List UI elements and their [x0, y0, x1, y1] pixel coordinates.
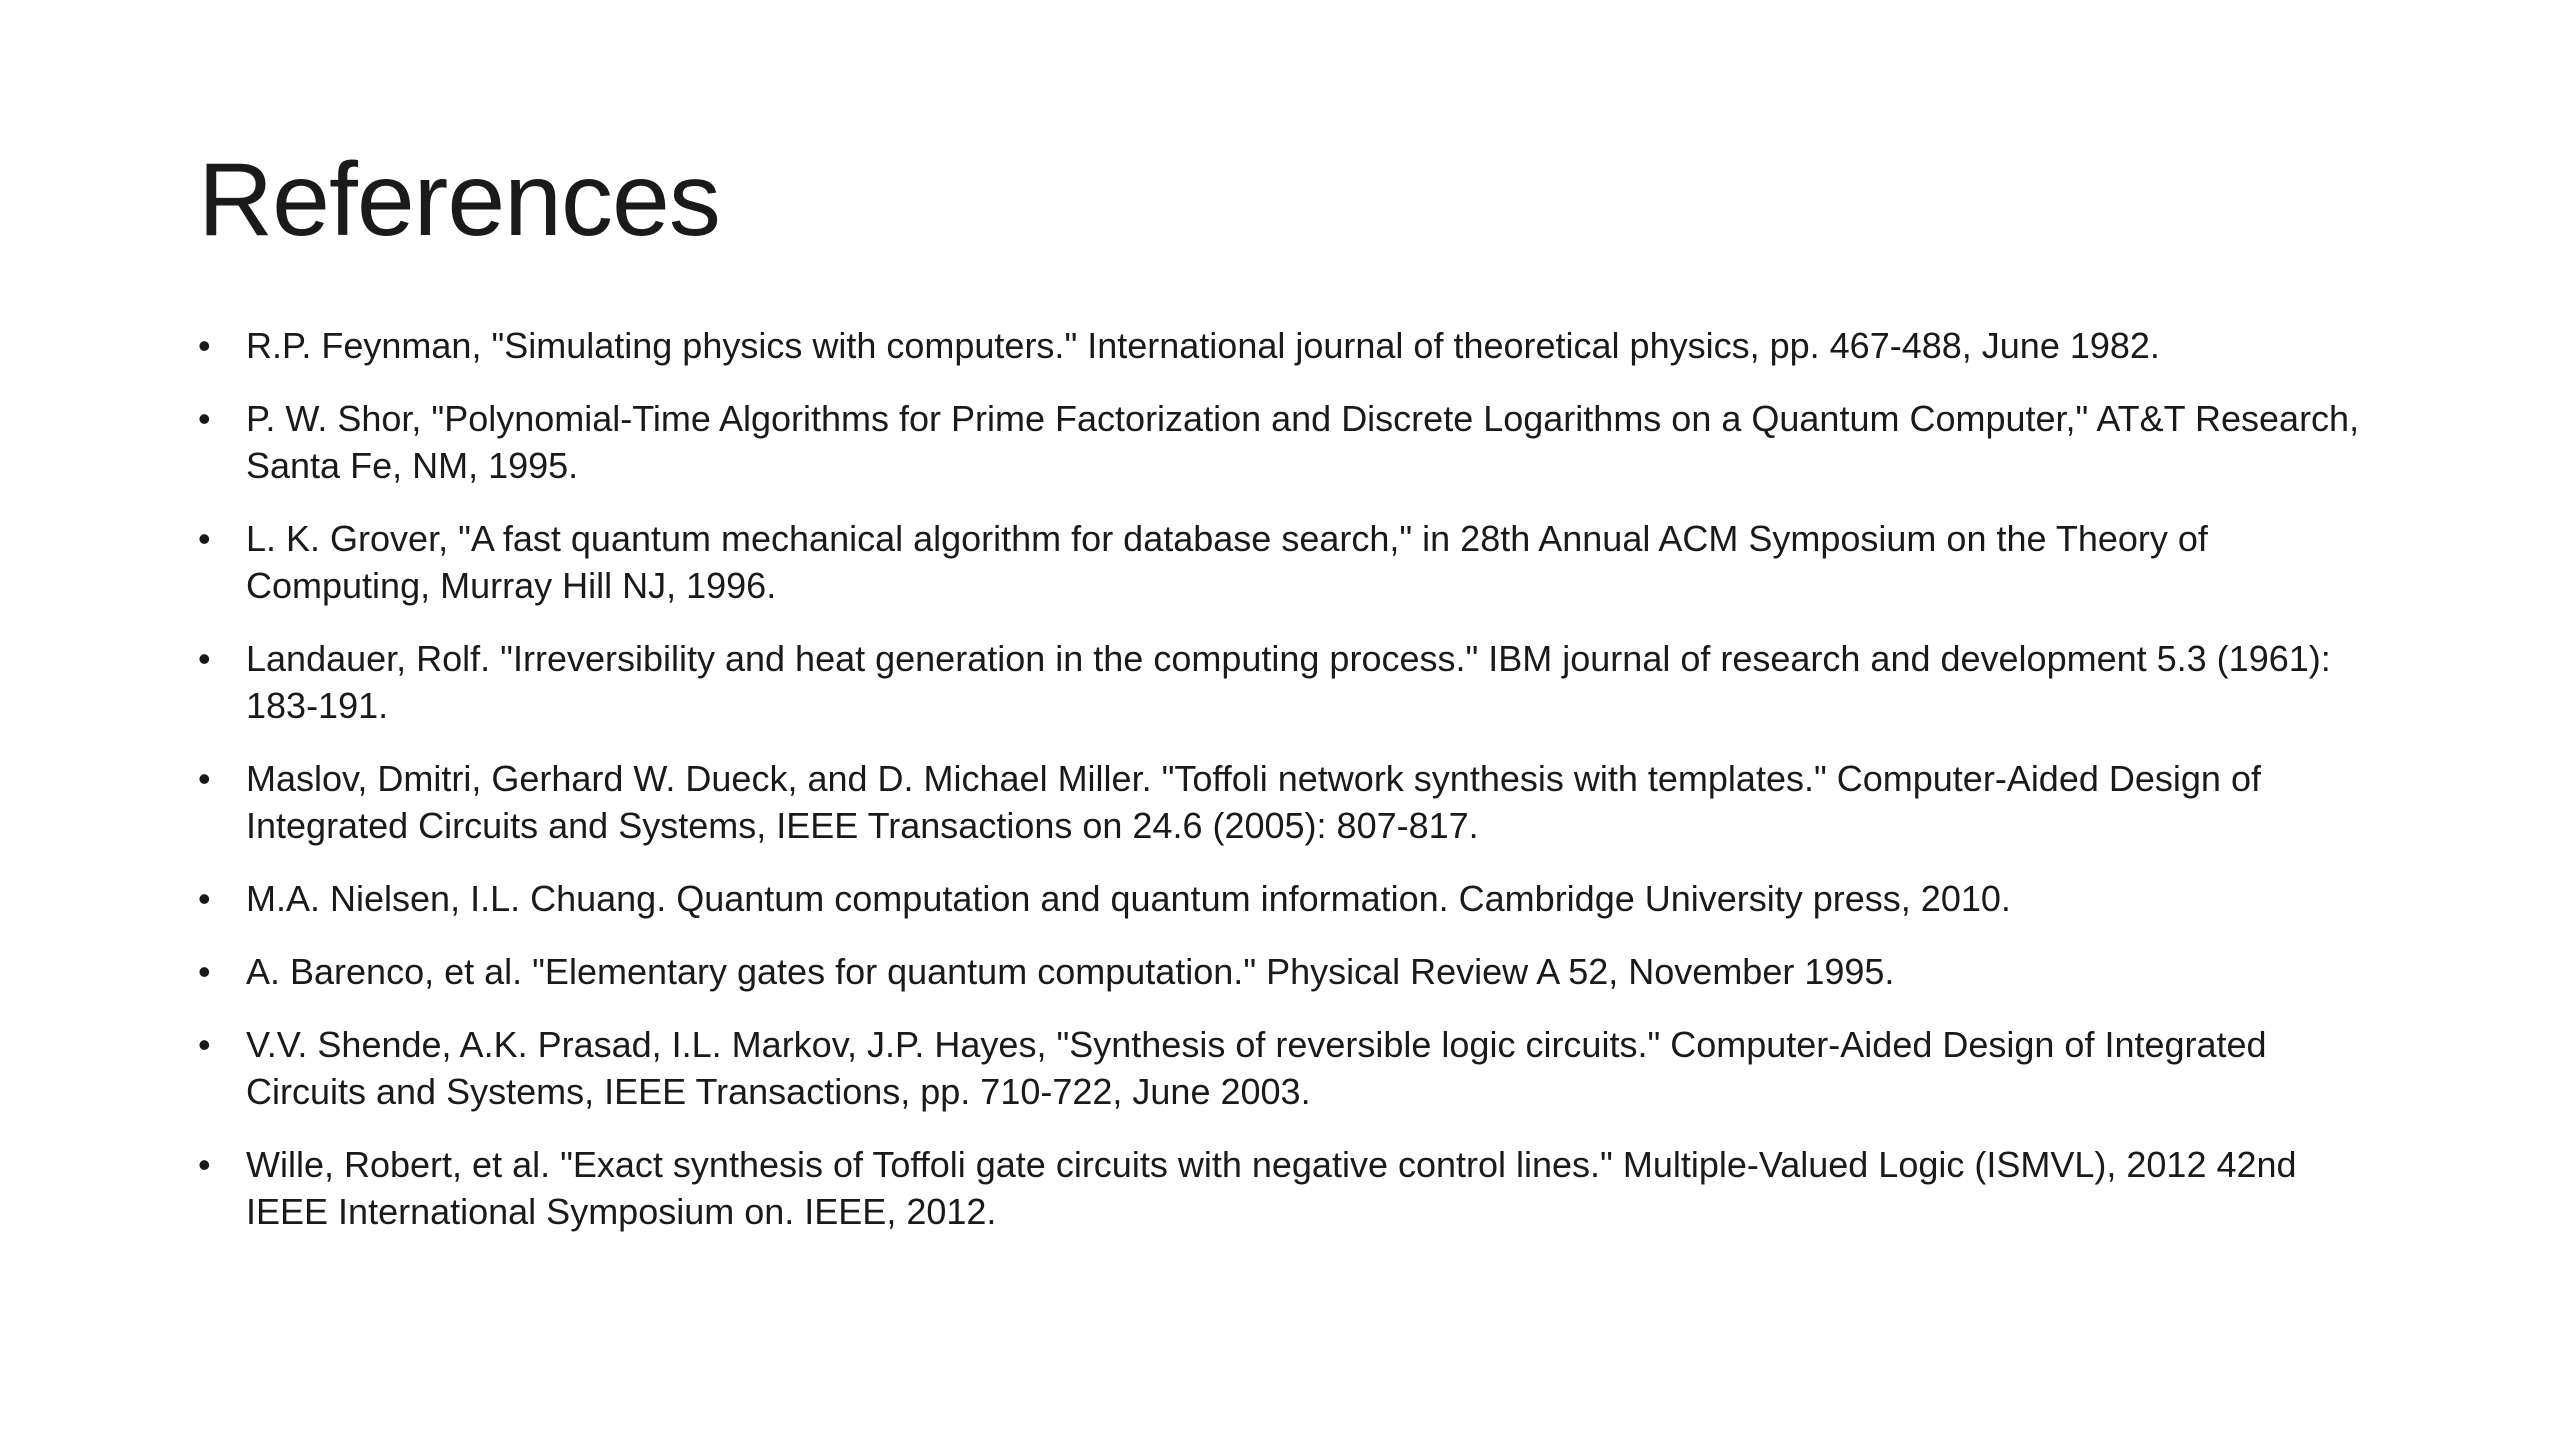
- bullet-icon: •: [198, 1144, 211, 1185]
- reference-item: [198, 635, 2378, 729]
- reference-text: Maslov, Dmitri, Gerhard W. Dueck, and D. Michael Miller. "Toffoli network synthesis with templates." Computer-Aided Design of Integrated Circuits and Systems, IEEE Transactions on 24.6 (2005): 807-817.: [246, 758, 2261, 846]
- bullet-icon: •: [198, 398, 211, 439]
- reference-text: P. W. Shor, "Polynomial-Time Algorithms for Prime Factorization and Discrete Logarithms on a Quantum Computer," AT&T Research, Santa Fe, NM, 1995.: [246, 398, 2360, 486]
- reference-text: R.P. Feynman, "Simulating physics with computers." International journal of theoretical physics, pp. 467-488, June 1982.: [246, 325, 2160, 366]
- bullet-icon: •: [198, 878, 211, 919]
- bullet-icon: •: [198, 951, 211, 992]
- bullet-icon: •: [198, 518, 211, 559]
- bullet-icon: •: [198, 1024, 211, 1065]
- reference-item: [198, 755, 2378, 849]
- reference-text: Landauer, Rolf. "Irreversibility and heat generation in the computing process." IBM journal of research and development 5.3 (1961): 183-191.: [246, 638, 2331, 726]
- reference-item: [198, 515, 2378, 609]
- slide-title: References: [198, 142, 720, 258]
- reference-text: L. K. Grover, "A fast quantum mechanical algorithm for database search," in 28th Annual ACM Symposium on the Theory of Computing, Murray Hill NJ, 1996.: [246, 518, 2208, 606]
- reference-text: Wille, Robert, et al. "Exact synthesis of Toffoli gate circuits with negative control lines." Multiple-Valued Logic (ISMVL), 2012 42nd IEEE International Symposium on. IEEE, 2012.: [246, 1144, 2297, 1232]
- reference-text: A. Barenco, et al. "Elementary gates for quantum computation." Physical Review A 52, November 1995.: [246, 951, 1895, 992]
- reference-item: [198, 1141, 2378, 1235]
- bullet-icon: •: [198, 638, 211, 679]
- bullet-icon: •: [198, 758, 211, 799]
- bullet-icon: •: [198, 325, 211, 366]
- reference-item: [198, 395, 2378, 489]
- reference-item: [198, 1021, 2378, 1115]
- reference-item: [198, 948, 2378, 995]
- reference-text: V.V. Shende, A.K. Prasad, I.L. Markov, J.P. Hayes, "Synthesis of reversible logic circuits." Computer-Aided Design of Integrated Circuits and Systems, IEEE Transactions, pp. 710-722, June 2003.: [246, 1024, 2267, 1112]
- reference-item: [198, 322, 2378, 369]
- reference-text: M.A. Nielsen, I.L. Chuang. Quantum computation and quantum information. Cambridge University press, 2010.: [246, 878, 2011, 919]
- reference-item: [198, 875, 2378, 922]
- references-list: [198, 322, 2378, 1261]
